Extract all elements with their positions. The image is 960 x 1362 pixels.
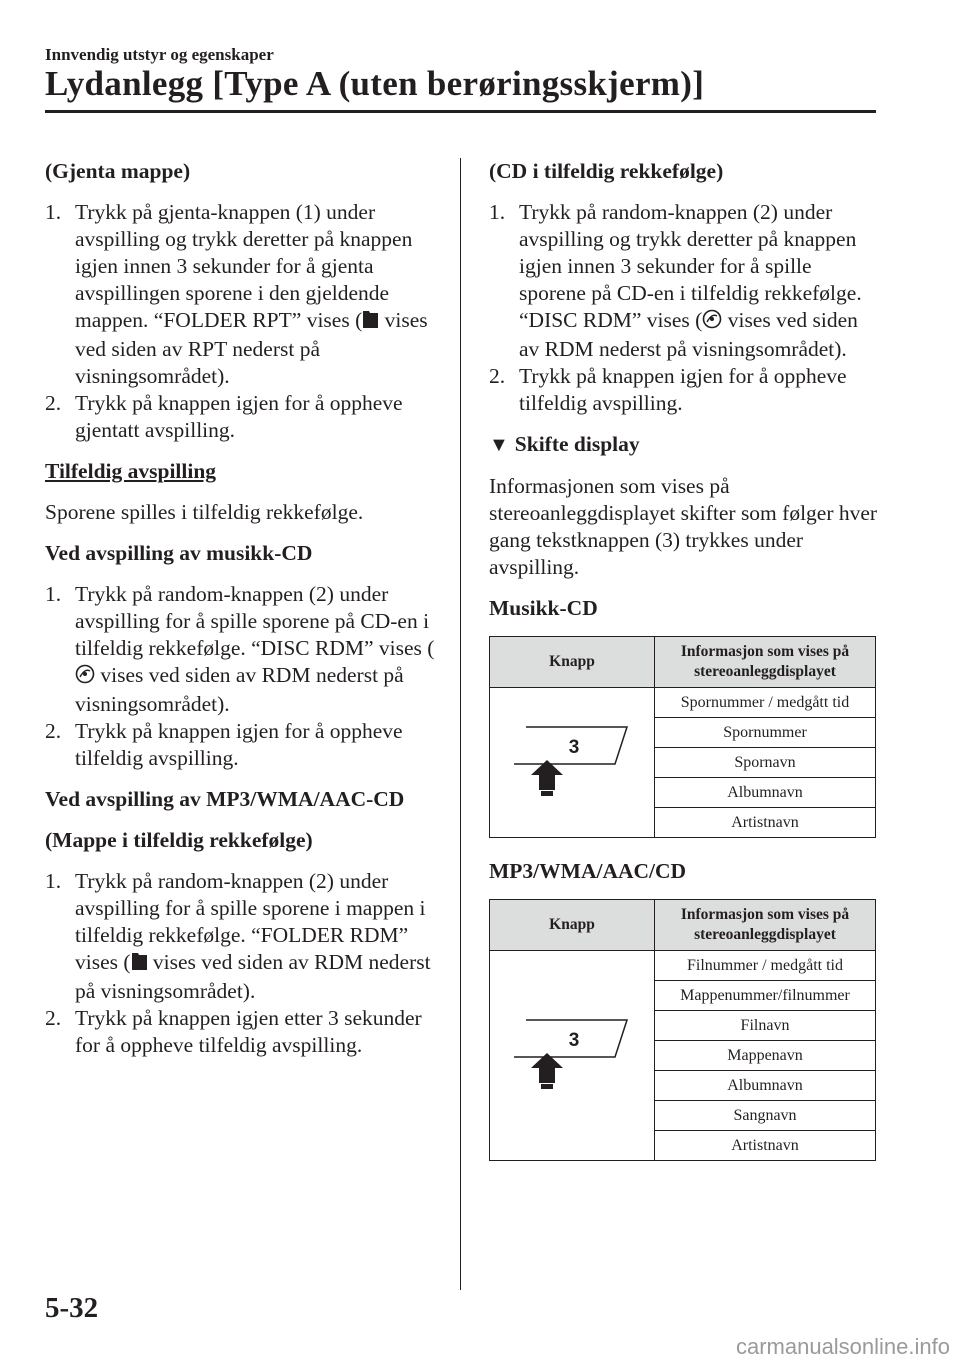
table-cell: Mappenummer/filnummer [655, 981, 876, 1011]
button-cell [490, 951, 655, 1161]
display-heading-text: Skifte display [514, 432, 640, 456]
folder-icon [131, 951, 148, 978]
table-cell: Spornavn [655, 748, 876, 778]
step-text: vises ved siden av RDM nederst på visningsområdet). [75, 663, 404, 716]
table-row [490, 951, 876, 981]
step-text: Trykk på random-knappen (2) under avspilling for å spille sporene på CD-en i tilfeldig rekkefølge. “DISC RDM” vises ( [75, 582, 435, 660]
random-intro: Sporene spilles i tilfeldig rekkefølge. [45, 500, 364, 524]
step-text: vises ved siden av RPT nederst på visningsområdet). [75, 308, 428, 388]
list-item [45, 868, 440, 1005]
list-item [489, 199, 879, 363]
down-triangle-icon: ▼ [489, 434, 509, 456]
text-button-icon [512, 722, 632, 798]
step-text: Trykk på random-knappen (2) under avspilling og trykk deretter på knappen igjen innen 3 sekunder for å spille sporene på CD-en i tilfeldig rekkefølge. “DISC RDM” vises ( [519, 200, 862, 332]
list-number: 1. [45, 582, 62, 606]
table-header-row [490, 637, 876, 688]
table-cell: Filnummer / medgått tid [655, 951, 876, 981]
left-column [45, 158, 440, 1073]
folder-random-heading: (Mappe i tilfeldig rekkefølge) [45, 828, 313, 852]
table-cell: Albumnavn [655, 778, 876, 808]
watermark: carmanualsonline.info [735, 1334, 950, 1359]
table-cell: Spornummer [655, 718, 876, 748]
list-item [45, 199, 440, 390]
step-text: Trykk på random-knappen (2) under avspilling for å spille sporene i mappen i tilfeldig rekkefølge. “FOLDER RDM” vises ( [75, 869, 426, 974]
list-number: 1. [45, 200, 62, 224]
table-cell: Artistnavn [655, 1131, 876, 1161]
page-title: Lydanlegg [Type A (uten berøringsskjerm)] [45, 64, 705, 103]
display-intro: Informasjonen som vises på stereoanleggdisplayet skifter som følger hver gang tekstknappen (3) trykkes under avspilling. [489, 474, 878, 579]
repeat-folder-heading: (Gjenta mappe) [45, 159, 191, 183]
table-cell: Artistnavn [655, 808, 876, 838]
table-cell: Mappenavn [655, 1041, 876, 1071]
step-text: vises ved siden av RDM nederst på visningsområdet). [75, 950, 431, 1003]
disc-icon [75, 664, 95, 691]
list-item [45, 390, 440, 444]
step-text: Trykk på knappen igjen for å oppheve tilfeldig avspilling. [519, 364, 847, 415]
list-number: 1. [45, 869, 62, 893]
table-row [490, 688, 876, 718]
mp3-label: MP3/WMA/AAC/CD [489, 859, 687, 883]
button-number: 3 [568, 1029, 580, 1051]
list-number: 2. [45, 719, 62, 743]
list-number: 1. [489, 200, 506, 224]
random-heading: Tilfeldig avspilling [45, 459, 217, 483]
table-cell: Albumnavn [655, 1071, 876, 1101]
section-label: Innvendig utstyr og egenskaper [45, 45, 274, 64]
text-button-icon [512, 1015, 632, 1091]
button-cell [490, 688, 655, 838]
header-info: Informasjon som vises på stereoanleggdisplayet [655, 900, 876, 951]
step-text: vises ved siden av RDM nederst på visningsområdet). [519, 308, 858, 361]
list-item [489, 363, 879, 417]
cd-random-heading: (CD i tilfeldig rekkefølge) [489, 159, 724, 183]
header-button: Knapp [490, 637, 655, 688]
music-cd-steps [45, 581, 440, 772]
list-number: 2. [45, 391, 62, 415]
display-heading [489, 431, 879, 459]
table-header-row [490, 900, 876, 951]
list-item [45, 718, 440, 772]
step-text: Trykk på knappen igjen for å oppheve gjentatt avspilling. [75, 391, 403, 442]
music-cd-table [489, 636, 876, 838]
folder-random-steps [45, 868, 440, 1059]
button-number: 3 [568, 736, 580, 758]
list-number: 2. [489, 364, 506, 388]
table-cell: Filnavn [655, 1011, 876, 1041]
header-button: Knapp [490, 900, 655, 951]
right-column [489, 158, 879, 1181]
title-rule [45, 110, 876, 113]
column-separator [460, 158, 461, 1290]
header-info: Informasjon som vises på stereoanleggdisplayet [655, 637, 876, 688]
step-text: Trykk på knappen igjen etter 3 sekunder for å oppheve tilfeldig avspilling. [75, 1006, 422, 1057]
music-cd-label: Musikk-CD [489, 596, 598, 620]
list-number: 2. [45, 1006, 62, 1030]
mp3-table [489, 899, 876, 1161]
list-item [45, 1005, 440, 1059]
cd-random-steps [489, 199, 879, 417]
mp3-heading: Ved avspilling av MP3/WMA/AAC-CD [45, 787, 405, 811]
disc-icon [702, 309, 722, 336]
repeat-folder-steps [45, 199, 440, 444]
table-cell: Sangnavn [655, 1101, 876, 1131]
step-text: Trykk på knappen igjen for å oppheve tilfeldig avspilling. [75, 719, 403, 770]
table-cell: Spornummer / medgått tid [655, 688, 876, 718]
step-text: Trykk på gjenta-knappen (1) under avspilling og trykk deretter på knappen igjen innen 3 sekunder for å gjenta avspillingen sporene i den gjeldende mappen. “FOLDER RPT” vises ( [75, 200, 413, 332]
page-number: 5-32 [45, 1292, 99, 1324]
folder-icon [362, 309, 379, 336]
music-cd-heading: Ved avspilling av musikk-CD [45, 541, 313, 565]
list-item [45, 581, 440, 718]
